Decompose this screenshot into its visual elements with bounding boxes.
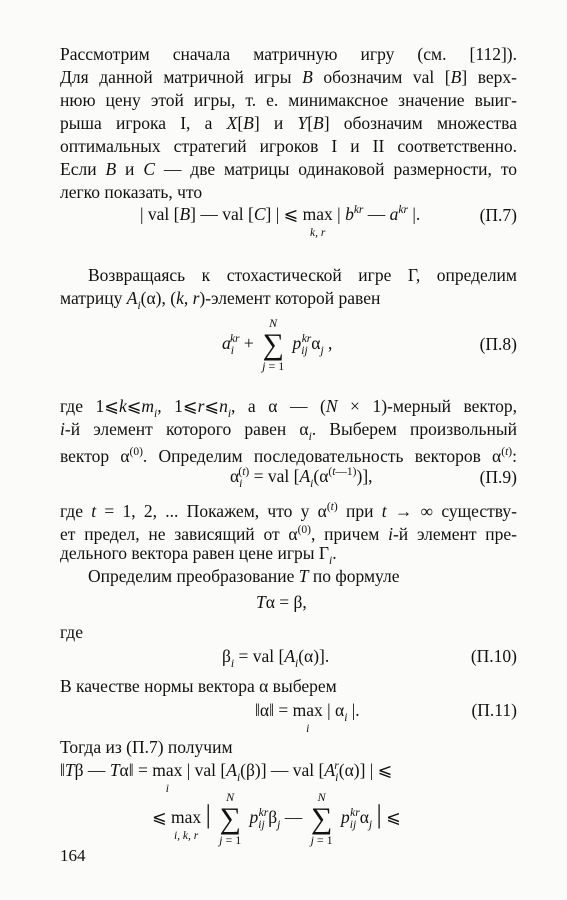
equation-number: (П.10) bbox=[470, 646, 517, 666]
equation-p10: $\beta_i$ = val $[A_i(\alpha)]$. bbox=[222, 646, 330, 670]
text-line: рыша игрока I, а X[B] и Y[B] обозначим множества bbox=[60, 113, 517, 133]
text-line: Тогда из (П.7) получим bbox=[60, 737, 233, 757]
text-line: матрицу $A_i(\alpha)$, (k, r)-элемент которой равен bbox=[60, 288, 381, 312]
equation-p8: $a_i^{kr}$ + N ∑ j = 1 $p_{ij}^{kr}\alpha_j$ , bbox=[222, 316, 333, 373]
text-line: нюю цену этой игры, т. е. минимаксное значение выиг- bbox=[60, 90, 517, 110]
equation-p12-line1: ‖Tβ — Tα‖ = max i | val $[A_i(\beta)]$ — val $[A_i^r(\alpha)]$ | ⩽ bbox=[60, 760, 393, 795]
equation-p7: | val [B] — val [C] | ⩽ max k, r | $b^{kr}$ — $a^{kr}$ |. bbox=[140, 204, 421, 239]
equation-p9: $\alpha_i^{(t)}$ = val $[A_i(\alpha^{(t—1)})]$, bbox=[230, 466, 373, 490]
text-line: Возвращаясь к стохастической игре Γ, определим bbox=[88, 265, 517, 285]
text-line: Если B и C — две матрицы одинаковой размерности, то bbox=[60, 159, 517, 179]
equation-p12-line2: ⩽ max i, k, r | N ∑ j = 1 $p_{ij}^{kr}\beta_j$ — N ∑ j = 1 $p_{ij}^{kr}\alpha_j$ | ⩽ bbox=[152, 789, 401, 847]
text-line: где bbox=[60, 622, 83, 642]
equation-t-def: Tα = β, bbox=[256, 592, 307, 612]
page-number: 164 bbox=[60, 846, 86, 865]
text-line: где t = 1, 2, ... Покажем, что у $\alpha^{(t)}$ при t → ∞ существу- bbox=[60, 500, 517, 521]
text-line: дельного вектора равен цене игры $\Gamma_i$. bbox=[60, 543, 337, 567]
text-line: легко показать, что bbox=[60, 182, 203, 202]
equation-p11: ‖α‖ = max i | $\alpha_i$ |. bbox=[255, 700, 360, 735]
equation-number: (П.9) bbox=[479, 467, 517, 487]
equation-number: (П.11) bbox=[471, 700, 517, 720]
equation-number: (П.7) bbox=[479, 205, 517, 225]
text-line: Определим преобразование T по формуле bbox=[88, 566, 400, 586]
text-line: где $1⩽k⩽m_i$, $1⩽r⩽n_i$, а α — (N × 1)-мерный вектор, bbox=[60, 396, 517, 420]
text-line: Для данной матричной игры B обозначим val [B] верх- bbox=[60, 67, 517, 87]
text-line: В качестве нормы вектора α выберем bbox=[60, 676, 337, 696]
text-line: i-й элемент которого равен $\alpha_i$. Выберем произвольный bbox=[60, 419, 517, 443]
text-line: Рассмотрим сначала матричную игру (см. [112]). bbox=[60, 44, 517, 64]
text-line: вектор $\alpha^{(0)}$. Определим последовательность векторов $\alpha^{(t)}$: bbox=[60, 445, 517, 466]
equation-number: (П.8) bbox=[479, 334, 517, 354]
text-line: оптимальных стратегий игроков I и II соответственно. bbox=[60, 136, 517, 156]
text-line: ет предел, не зависящий от $\alpha^{(0)}$, причем i-й элемент пре- bbox=[60, 523, 517, 544]
